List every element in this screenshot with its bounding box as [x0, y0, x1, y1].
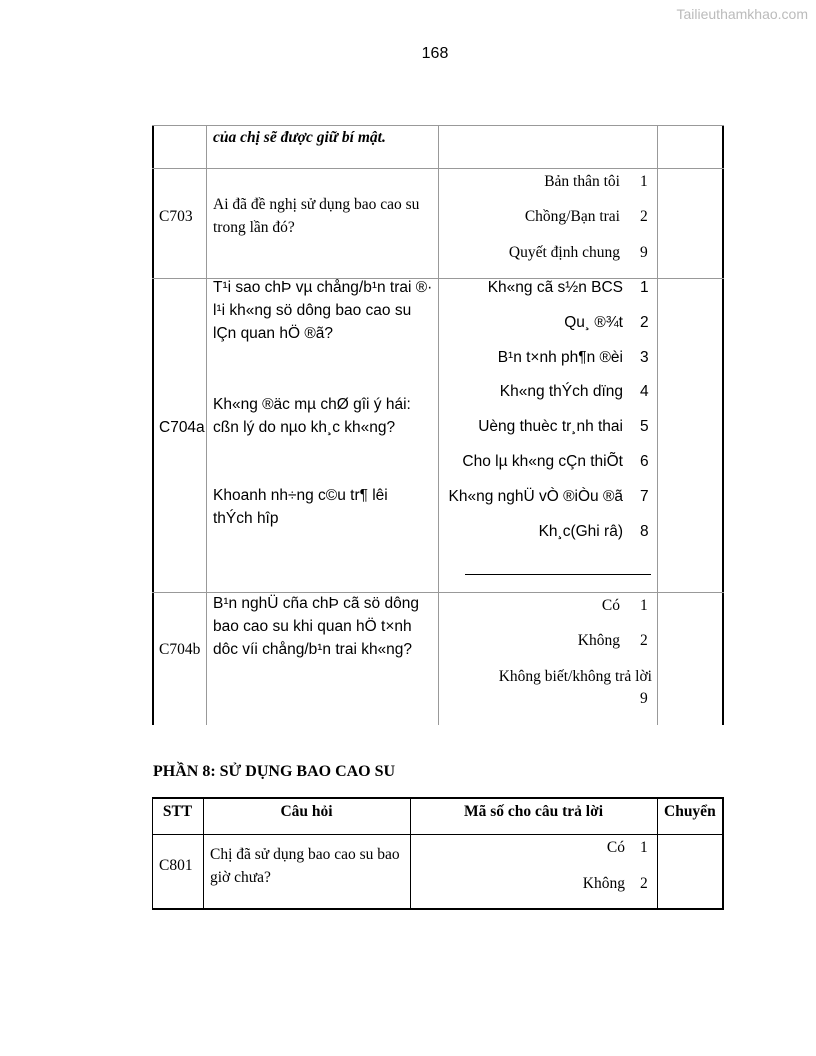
header-answer-code: Mã số cho câu trả lời: [463, 803, 604, 820]
answer-code: 9: [640, 690, 648, 707]
answer-code: 8: [640, 522, 649, 540]
answer-code: 4: [640, 383, 649, 401]
answer-code: 1: [640, 597, 648, 614]
answer-label: Kh«ng cã s½n BCS: [487, 279, 623, 296]
answer-code: 2: [640, 875, 648, 892]
answer-label: Quyết định chung: [508, 244, 620, 261]
header-skip: Chuyển: [664, 803, 716, 820]
answer-label: Không: [577, 632, 620, 649]
answer-code: 5: [640, 418, 649, 436]
question-text: Chị đã sử dụng bao cao su bao giờ chưa?: [210, 846, 400, 886]
question-text: B¹n nghÜ cña chÞ cã sö dông bao cao su khi quan hÖ t×nh dôc víi chång/b¹n trai kh«ng?: [213, 595, 419, 658]
question-code: C703: [159, 208, 193, 225]
answer-label: Không biết/không trả lời: [498, 668, 652, 685]
answer-label: Kh«ng nghÜ vÒ ®iÒu ®ã: [448, 487, 623, 505]
answer-label: Kh¸c(Ghi râ): [538, 522, 623, 540]
page-number: 168: [421, 45, 449, 62]
answer-label: Không: [582, 875, 625, 892]
question-text: Ai đã đề nghị sử dụng bao cao su trong lần đó?: [213, 196, 420, 236]
interviewer-note: Kh«ng ®äc mµ chØ gîi ý hái: cßn lý do nµo kh¸c kh«ng?: [213, 396, 411, 436]
section-title: PHẦN 8: SỬ DỤNG BAO CAO SU: [153, 763, 396, 780]
answer-label: Kh«ng thÝch dïng: [499, 383, 623, 401]
answer-code: 9: [640, 244, 648, 261]
answer-code: 7: [640, 487, 649, 505]
question-code: C801: [159, 857, 193, 874]
question-code: C704a: [159, 419, 205, 436]
question-text: T¹i sao chÞ vµ chång/b¹n trai ®· l¹i kh«ng sö dông bao cao su lÇn quan hÖ ®ã?: [213, 279, 433, 342]
header-question: Câu hỏi: [280, 803, 333, 820]
answer-code: 1: [640, 279, 649, 296]
answer-label: Cho lµ kh«ng cÇn thiÕt: [462, 453, 623, 470]
answer-label: Chồng/Bạn trai: [524, 208, 620, 225]
answer-label: Có: [606, 839, 625, 856]
answer-code: 3: [640, 348, 649, 366]
question-code: C704b: [159, 641, 201, 658]
header-stt: STT: [162, 803, 193, 820]
answer-code: 2: [640, 313, 649, 331]
answer-label: Qu¸ ®¾t: [564, 313, 623, 331]
answer-code: 1: [640, 173, 648, 190]
watermark: Tailieuthamkhao.com: [676, 6, 808, 22]
answer-label: Bản thân tôi: [544, 173, 620, 190]
answer-code: 6: [640, 453, 649, 470]
answer-code: 2: [640, 208, 648, 225]
answer-label: Có: [601, 597, 620, 614]
answer-code: 1: [640, 839, 648, 856]
confidential-note: của chị sẽ được giữ bí mật.: [213, 129, 386, 146]
answer-label: Uèng thuèc tr¸nh thai: [478, 418, 623, 436]
instruction-text: Khoanh nh÷ng c©u tr¶ lêi thÝch hîp: [213, 487, 388, 527]
answer-label: B¹n t×nh ph¶n ®èi: [497, 348, 623, 366]
answer-code: 2: [640, 632, 648, 649]
